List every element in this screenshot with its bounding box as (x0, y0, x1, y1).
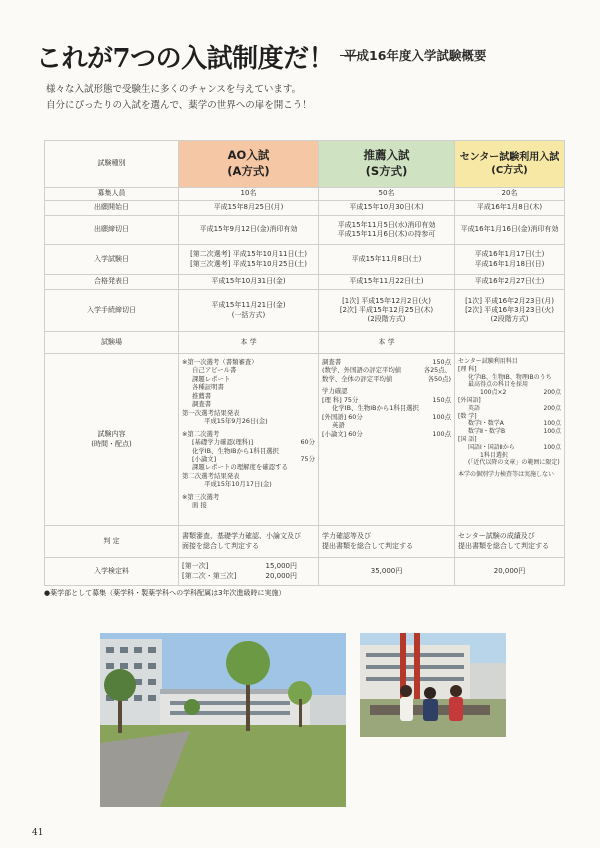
cell-content-c (455, 354, 565, 526)
cell-text: [理 科] (458, 365, 477, 373)
col-s (319, 141, 455, 188)
cell-apply-start-s: 平成15年10月30日(木) (319, 201, 455, 216)
cell-text: 試験内容 (97, 430, 126, 439)
cell-result-s: 平成15年11月22日(土) (319, 275, 455, 290)
cell-text: 学力確認 (322, 387, 348, 396)
cell-text: [2次] 平成16年3月23日(火) (465, 305, 554, 314)
cell-text: センター試験の成績及び (458, 532, 535, 541)
cell-text: (時間・配点) (91, 439, 132, 448)
cell-deadline-c (455, 290, 565, 332)
cell-exam-date-ao (179, 245, 319, 275)
cell-text: 課題レポートの理解度を確認する (192, 463, 288, 472)
cell-text: 提出書類を総合して判定する (322, 541, 413, 550)
students-photo (360, 633, 506, 737)
table-row (45, 201, 565, 216)
col-ao (179, 141, 319, 188)
col-c (455, 141, 565, 188)
cell-text: 英語 (332, 421, 345, 430)
cell-text: 課題レポート (192, 374, 231, 383)
lead-line-1: 様々な入試形態で受験生に多くのチャンスを与えています。 (46, 84, 302, 95)
table-row (45, 558, 565, 586)
row-label-exam-type: 試験種別 (45, 141, 179, 188)
cell-text: 平成16年1月18日(日) (474, 259, 545, 268)
cell-apply-start-c: 平成16年1月8日(木) (455, 201, 565, 216)
page-title: これが7つの入試制度だ！ (36, 44, 335, 74)
cell-content-ao (179, 354, 319, 526)
table-row (45, 216, 565, 245)
cell-text: [国 語] (458, 435, 477, 443)
row-label-fee: 入学検定料 (45, 558, 179, 586)
cell-text: 150点 (432, 358, 451, 366)
cell-text: 数学Ⅱ・数学B (468, 428, 506, 436)
cell-text: 平成16年1月17日(土) (474, 250, 545, 259)
row-label-apply-end: 出願締切日 (45, 216, 179, 245)
cell-apply-start-ao: 平成15年8月25日(月) (179, 201, 319, 216)
row-label-quota: 募集人員 (45, 188, 179, 201)
cell-text: 面接を総合して判定する (182, 541, 259, 550)
cell-text: 第二次選考結果発表 (182, 471, 240, 480)
cell-text: 200点 (543, 404, 561, 412)
cell-result-ao: 平成15年10月31日(金) (179, 275, 319, 290)
cell-text: 面 接 (192, 501, 207, 510)
cell-judge-s (319, 526, 455, 558)
cell-venue-s: 本 学 (319, 332, 455, 354)
cell-text: 推薦書 (192, 391, 212, 400)
table-row (45, 290, 565, 332)
table-row (45, 332, 565, 354)
footnote: ●薬学部として募集（薬学科・製薬学科への学科配属は3年次進級時に実施） (44, 589, 286, 597)
col-s-type: (S方式) (365, 164, 408, 178)
cell-text: 100点 (432, 412, 451, 421)
cell-text: 20,000円 (265, 571, 297, 580)
cell-text: (2段階方式) (490, 315, 529, 324)
cell-fee-c: 20,000円 (455, 558, 565, 586)
cell-text: 自己アピール書 (192, 366, 237, 375)
cell-text: (「近代以降の文章」の範囲に限定) (468, 459, 560, 467)
cell-text: 調査書 (322, 358, 342, 366)
admission-table (44, 140, 565, 586)
cell-text: 100点×2 (480, 389, 507, 397)
cell-text: 書類審査、基礎学力確認、小論文及び (182, 532, 301, 541)
cell-text: [外国語] 60分 (322, 412, 363, 421)
lead-line-2: 自分にぴったりの入試を選んで、薬学の世界への扉を開こう！ (46, 100, 312, 111)
cell-apply-end-ao: 平成15年9月12日(金)消印有効 (179, 216, 319, 245)
cell-text: 各種証明書 (192, 383, 224, 392)
cell-text: 100点 (543, 420, 561, 428)
cell-text: ※第二次選考 (182, 429, 220, 438)
cell-text: [小論文] 60分 (322, 429, 363, 438)
cell-text: 本学の個別学力検査等は実施しない (458, 471, 555, 479)
cell-text: 150点 (432, 395, 451, 404)
row-label-deadline: 入学手続締切日 (45, 290, 179, 332)
table-row (45, 275, 565, 290)
cell-text: [理 科] 75分 (322, 395, 359, 404)
cell-text: [基礎学力確認(理科)] (192, 438, 254, 447)
cell-text: [第二次選考] 平成15年10月11日(土) (190, 250, 307, 259)
cell-venue-c (455, 332, 565, 354)
cell-text: ※第一次選考（書類審査） (182, 358, 258, 366)
cell-text: 1科目選択 (480, 451, 508, 459)
cell-text: [外国語] (458, 396, 481, 404)
cell-text: ※第三次選考 (182, 492, 220, 501)
row-label-judge: 判 定 (45, 526, 179, 558)
cell-text: 提出書類を総合して判定する (458, 541, 549, 550)
cell-text: 第一次選考結果発表 (182, 408, 240, 417)
cell-content-s (319, 354, 455, 526)
cell-result-c: 平成16年2月27日(土) (455, 275, 565, 290)
cell-text: 英語 (468, 404, 481, 412)
table-header-row (45, 141, 565, 188)
table-row (45, 526, 565, 558)
cell-deadline-ao (179, 290, 319, 332)
cell-text: 国語Ⅰ・国語Ⅱから (468, 443, 515, 451)
cell-quota-c: 20名 (455, 188, 565, 201)
cell-text: 数学Ⅰ・数学A (468, 420, 504, 428)
cell-text: 平成15年11月21日(金) (211, 301, 286, 310)
col-c-type: (C方式) (491, 165, 528, 176)
cell-text: 学力確認等及び (322, 532, 371, 541)
cell-text: 最高得点の科目を採用 (468, 381, 529, 389)
cell-quota-s: 50名 (319, 188, 455, 201)
page-number: 41 (32, 828, 44, 838)
cell-text: 平成15年11月6日(木)の持参可 (337, 230, 436, 238)
cell-text: [1次] 平成16年2月23日(月) (465, 296, 554, 305)
cell-text: [第三次選考] 平成15年10月25日(土) (190, 259, 307, 268)
cell-exam-date-s: 平成15年11月8日(土) (319, 245, 455, 275)
cell-deadline-s (319, 290, 455, 332)
cell-text: 化学ⅠB、生物ⅠB、物理ⅠBのうち (468, 373, 552, 381)
cell-apply-end-c: 平成16年1月16日(金)消印有効 (455, 216, 565, 245)
cell-text: 調査書 (192, 400, 212, 409)
cell-judge-ao (179, 526, 319, 558)
col-ao-name: AO入試 (227, 148, 270, 163)
cell-fee-ao (179, 558, 319, 586)
cell-text: 平成15年11月5日(水)消印有効 (337, 220, 436, 229)
cell-text: 75分 (300, 454, 315, 463)
table-row (45, 354, 565, 526)
cell-text: [第一次] (182, 562, 209, 571)
cell-text: 15,000円 (265, 562, 297, 571)
cell-text: 200点 (543, 389, 561, 397)
cell-judge-c (455, 526, 565, 558)
cell-text: 100点 (543, 428, 561, 436)
cell-text: (2段階方式) (367, 315, 406, 324)
cell-text: [数 学] (458, 412, 477, 420)
cell-fee-s: 35,000円 (319, 558, 455, 586)
cell-text: 60分 (300, 438, 315, 447)
cell-venue-ao: 本 学 (179, 332, 319, 354)
cell-text: 平成15年9月26日(金) (204, 417, 268, 426)
cell-text: 100点 (432, 429, 451, 438)
cell-text: [1次] 平成15年12月2日(火) (342, 296, 431, 305)
cell-text: (数学、外国語の評定平均値 (322, 366, 402, 375)
cell-quota-ao: 10名 (179, 188, 319, 201)
cell-text: 数学、全体の評定平均値 (322, 374, 393, 383)
cell-text: 各50点) (427, 374, 451, 383)
row-label-content (45, 354, 179, 526)
row-label-apply-start: 出願開始日 (45, 201, 179, 216)
page-subtitle: 平成16年度入学試験概要 (344, 48, 487, 63)
cell-text: [小論文] (192, 454, 217, 463)
row-label-exam-date: 入学試験日 (45, 245, 179, 275)
cell-text: (一括方式) (231, 310, 266, 319)
cell-text: 化学ⅠB、生物ⅠBから1科目選択 (332, 404, 419, 413)
cell-apply-end-s (319, 216, 455, 245)
row-label-venue: 試験場 (45, 332, 179, 354)
campus-photo (100, 633, 346, 807)
cell-text: センター試験利用科目 (458, 358, 518, 365)
cell-text: 平成15年10月17日(金) (204, 480, 272, 489)
cell-text: 化学ⅠB、生物ⅠBから1科目選択 (192, 446, 279, 455)
table-row (45, 188, 565, 201)
cell-text: 100点 (543, 443, 561, 451)
row-label-result: 合格発表日 (45, 275, 179, 290)
cell-text: [2次] 平成15年12月25日(木) (339, 305, 434, 314)
col-ao-type: (A方式) (227, 164, 270, 178)
cell-exam-date-c (455, 245, 565, 275)
table-row (45, 245, 565, 275)
col-c-name: センター試験利用入試 (459, 151, 560, 163)
cell-text: [第二次・第三次] (182, 571, 237, 580)
cell-text: 各25点、 (423, 366, 451, 375)
col-s-name: 推薦入試 (363, 148, 410, 163)
